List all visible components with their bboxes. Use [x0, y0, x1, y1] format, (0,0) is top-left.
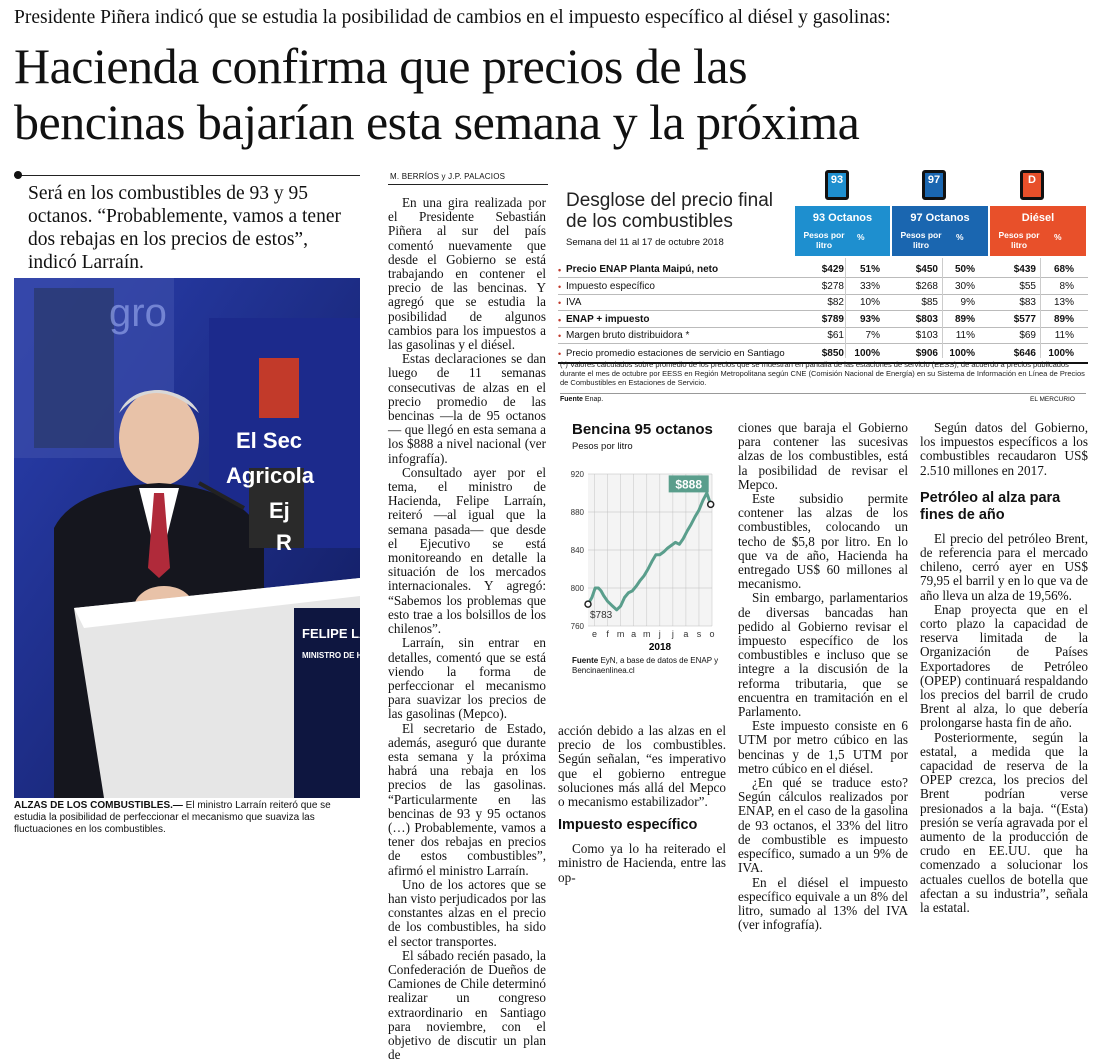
photo-caption	[14, 800, 362, 837]
row-label: IVA	[566, 297, 582, 309]
headline	[14, 38, 1094, 150]
bajada-dot	[14, 171, 22, 179]
table-row	[558, 295, 1088, 311]
bajada: Será en los combustibles de 93 y 95 octanos. “Probablemente, vamos a tener dos rebajas en los precios de estos”, indicó Larraín.	[28, 183, 341, 273]
article-column-5	[920, 421, 1088, 915]
table-cell: $268	[915, 280, 938, 292]
table-cell: $83	[1019, 297, 1036, 309]
table-cell: $789	[821, 313, 844, 325]
table-cell: 11%	[955, 330, 975, 342]
infographic-source	[560, 396, 603, 403]
caption-lead: ALZAS DE LOS COMBUSTIBLES.—	[14, 800, 183, 811]
table-cell: $450	[915, 264, 938, 275]
table-cell: 89%	[1053, 313, 1074, 325]
headline-line-2: bencinas bajarían esta semana y la próxima	[14, 94, 860, 150]
table-row	[558, 312, 1088, 328]
col4-paragraph: Este impuesto consiste en 6 UTM por metro cúbico en las bencinas y de 1,5 UTM por metro cúbico en el diésel.	[738, 718, 908, 776]
table-cell: 93%	[859, 313, 880, 325]
col2-paragraph: El secretario de Estado, además, aseguró que durante esta semana y la próxima habrá una rebaja en los precios de las gasolinas. “Particularmente en las bencinas de 93 y 95 octanos (…) Probablemente, vamos a tener dos rebajas en precios de estos combustibles”, afirmó el ministro Larraín.	[388, 720, 546, 878]
fuel-name-93: 93 Octanos	[812, 212, 873, 224]
podium-role: MINISTRO DE HA	[302, 651, 369, 660]
chart-title: Bencina 95 octanos	[572, 421, 713, 438]
x-tick-label: f	[606, 629, 609, 639]
table-cell: 8%	[1059, 280, 1074, 292]
photo-logo-text: gro	[109, 291, 167, 335]
table-cell: 13%	[1053, 297, 1074, 309]
table-cell: $103	[915, 330, 938, 342]
col-price-93: Pesos por litro	[803, 230, 845, 250]
fuel-header-97	[892, 174, 988, 256]
screen-text-1: El Sec	[236, 428, 303, 453]
y-tick-label: 840	[570, 546, 584, 555]
col2-paragraph: Larraín, sin entrar en detalles, comentó que se está viendo la forma de perfeccionar el mecanismo para suavizar los precios de las gasolinas (Mepco).	[388, 635, 546, 722]
row-bullet: •	[558, 265, 562, 275]
y-tick-label: 920	[570, 470, 584, 479]
byline-rule	[388, 184, 548, 185]
col-pct-diesel: %	[1054, 232, 1062, 242]
x-tick-label: m	[642, 629, 651, 639]
table-cell: 30%	[954, 280, 975, 292]
photo-illustration	[14, 278, 388, 798]
infographic-note: (*) Valores calculados sobre promedio de los precios que se muestran en pantalla de las estaciones de servicio (EESS), de acuerdo a precios publicados durante el mes de octubre por EESS en Región Metropolitana según CNE (Comisión Nacional de Energía) en su Sistema de Información en Línea de Precios de Combustibles en Estaciones de Servicio.	[560, 360, 1085, 387]
table-cell: $850	[821, 348, 844, 359]
photo-credit: MANUEL HERRERA	[10, 736, 16, 792]
row-label: ENAP + impuesto	[566, 313, 650, 325]
row-label: Precio ENAP Planta Maipú, neto	[566, 264, 719, 275]
row-bullet: •	[558, 314, 562, 325]
kicker: Presidente Piñera indicó que se estudia la posibilidad de cambios en el impuesto específico al diésel y gasolinas:	[14, 7, 891, 28]
fuente-text: Enap.	[584, 396, 604, 403]
infographic-subtitle: Semana del 11 al 17 de octubre 2018	[566, 237, 724, 248]
row-label: Margen bruto distribuidora *	[566, 330, 690, 342]
chart-source-label: Fuente	[572, 656, 599, 665]
x-tick-label: e	[592, 629, 598, 639]
table-cell: 100%	[1048, 348, 1074, 359]
table-cell: 100%	[949, 348, 975, 359]
col-pct-93: %	[857, 232, 865, 242]
fuel-name-97: 97 Octanos	[910, 212, 970, 224]
fuel-header-diesel	[990, 174, 1086, 256]
chart-ylabel: Pesos por litro	[572, 441, 633, 452]
start-point-marker	[585, 601, 591, 607]
table-cell: $646	[1013, 348, 1036, 359]
y-tick-label: 880	[570, 508, 584, 517]
article-column-4	[738, 421, 908, 932]
caption-text: El ministro Larraín reiteró que se estudia la posibilidad de perfeccionar el mecanismo que suaviza las fluctuaciones en los combustibles.	[14, 800, 331, 836]
table-cell: $85	[921, 297, 938, 309]
col3-paragraph: acción debido a las alzas en el precio de los combustibles. Según señalan, “es imperativo que el gobierno entregue soluciones más allá del Mepco o mecanismo estabilizador”.	[558, 723, 726, 810]
table-separator	[942, 258, 943, 358]
bajada-rule	[14, 175, 360, 176]
chart-source-text: EyN, a base de datos de ENAP y Bencinaenlinea.cl	[572, 656, 719, 675]
col4-paragraph: ciones que baraja el Gobierno para contener las sucesivas alzas de los combustibles, está la posibilidad de revisar el Mepco.	[738, 420, 908, 492]
col2-paragraph: Consultado ayer por el tema, el ministro de Hacienda, Felipe Larraín, reiteró —al igual que la semana pasada— que desde el Ejecutivo se está monitoreando en detalle la situación de los mercados internacionales. Y agregó: “Sabemos los problemas que esto trae a los bolsillos de los chilenos”.	[388, 464, 546, 637]
podium-name: FELIPE LARR	[302, 626, 388, 641]
table-row	[558, 262, 1088, 278]
x-axis-label: 2018	[648, 642, 672, 653]
x-tick-label: a	[683, 629, 689, 639]
table-cell: 9%	[960, 297, 975, 309]
note-rule	[560, 393, 1086, 394]
x-tick-label: m	[616, 629, 625, 639]
table-cell: 89%	[954, 313, 975, 325]
col4-paragraph: Este subsidio permite contener las alzas de los combustibles, colocando un techo de $5,8 por litro. En lo que va de año, Hacienda ha entregado US$ 60 millones al mecanismo.	[738, 491, 908, 592]
col5-paragraph: Enap proyecta que en el corto plazo la capacidad de reserva limitada de la Organización de Países Exportadores de Petróleo (OPEP) continuará respaldando los precios del barril de crudo Brent al alza, lo que debería prolongarse hasta fin de año.	[920, 601, 1088, 731]
article-column-2	[388, 196, 546, 1062]
pump-label-93: 93	[830, 174, 844, 186]
x-tick-label: j	[671, 629, 674, 639]
pump-icon-diesel	[1020, 170, 1044, 200]
pump-label-diesel: D	[1028, 174, 1036, 186]
table-separator	[845, 258, 846, 358]
col-pct-97: %	[956, 232, 964, 242]
table-cell: 100%	[854, 348, 880, 359]
table-cell: 11%	[1054, 330, 1074, 342]
col2-paragraph: El sábado recién pasado, la Confederación de Dueños de Camiones de Chile determinó realizar un congreso extraordinario en Santiago para noviembre, con el objetivo de discutir un plan de	[388, 947, 546, 1062]
annotation-end-value: $888	[675, 477, 703, 492]
table-cell: $55	[1019, 280, 1036, 292]
pump-icon-93	[825, 170, 849, 200]
table-cell: $69	[1019, 330, 1036, 342]
table-cell: 51%	[859, 264, 880, 275]
col4-paragraph: En el diésel el impuesto específico equivale a un 8% del litro, sumado al 13% del IVA (ver infografía).	[738, 874, 908, 933]
x-tick-label: o	[709, 629, 715, 639]
screen-text-4: R	[276, 530, 292, 555]
table-cell: 68%	[1053, 264, 1074, 275]
col3-paragraph: Como ya lo ha reiterado el ministro de Hacienda, entre las op-	[558, 841, 726, 885]
table-row	[558, 328, 1088, 344]
col-price-diesel: Pesos por litro	[998, 230, 1040, 250]
minister-photo	[10, 278, 388, 798]
fuente-label: Fuente	[560, 396, 583, 403]
row-bullet: •	[558, 349, 562, 359]
row-label: Impuesto específico	[566, 280, 655, 292]
col2-paragraph: Estas declaraciones se dan luego de 11 semanas consecutivas de alzas en el precio promedio de las bencinas —la de 95 octanos— que llegó en esta semana a los $888 a nivel nacional (ver infografía).	[388, 351, 546, 466]
table-cell: 10%	[859, 297, 880, 309]
col-price-97: Pesos por litro	[900, 230, 942, 250]
col2-paragraph: Uno de los actores que se han visto perjudicados por las constantes alzas en el precio de los combustibles, ha sido el sector transportes.	[388, 876, 546, 949]
byline: M. BERRÍOS y J.P. PALACIOS	[390, 172, 506, 181]
screen-text-3: Ej	[269, 498, 290, 523]
pump-icon-97	[922, 170, 946, 200]
table-cell: 7%	[865, 330, 880, 342]
row-bullet: •	[558, 331, 562, 342]
col4-paragraph: ¿En qué se traduce esto? Según cálculos realizados por ENAP, en el caso de la gasolina de 93 octanos, el 33% del litro de combustible es impuesto específico, sumado a un 9% de IVA.	[738, 775, 908, 876]
row-label: Precio promedio estaciones de servicio en Santiago	[566, 348, 785, 359]
annotation-start-value: $783	[590, 610, 613, 622]
infographic-title: Desglose del precio final de los combustibles	[566, 190, 774, 232]
table-cell: $803	[915, 313, 938, 325]
article-column-3	[558, 724, 726, 885]
table-cell: $577	[1013, 313, 1036, 325]
col5-paragraph: Según datos del Gobierno, los impuestos específicos a los combustibles recaudaron US$ 2.510 millones en 2017.	[920, 420, 1088, 478]
x-tick-label: s	[696, 629, 702, 639]
fuel-name-diesel: Diésel	[1021, 212, 1055, 224]
y-tick-label: 800	[570, 584, 584, 593]
y-tick-label: 760	[570, 622, 584, 631]
x-tick-label: j	[658, 629, 661, 639]
screen-text-2: Agricola	[226, 463, 315, 488]
table-cell: $278	[821, 280, 844, 292]
col2-paragraph: En una gira realizada por el Presidente Sebastián Piñera al sur del país comentó nuevamente que desde el Gobierno se está trabajando en contener el precio de las bencinas. Y agregó que se estudia la posibilidad de algunos cambios para los impuestos a las gasolinas y el diésel.	[388, 195, 546, 353]
chart-source	[572, 656, 722, 676]
table-cell: $906	[915, 348, 938, 359]
pump-label-97: 97	[927, 174, 941, 186]
col5-paragraph: El precio del petróleo Brent, de referencia para el mercado chileno, cerró ayer en US$ 79,95 el barril y en lo que va de año lleva un alza de 19,56%.	[920, 530, 1088, 603]
table-cell: 33%	[859, 280, 880, 292]
col5-paragraph: Posteriormente, según la estatal, a medida que la capacidad de reserva de la OPEP crezca, los precios del Brent podrían verse presionados a la baja. “(Esta) presión se vería agravada por el aumento de la producción de crudo en EE.UU. que ha comenzado a solucionar los actuales cuellos de botella que afectan a su industria”, señala la estatal.	[920, 729, 1088, 916]
subhead-impuesto: Impuesto específico	[558, 817, 698, 834]
table-row	[558, 279, 1088, 295]
row-bullet: •	[558, 298, 562, 309]
table-cell: $82	[827, 297, 844, 309]
fuel-header-93	[795, 174, 890, 256]
table-separator	[1040, 258, 1041, 358]
x-tick-label: a	[631, 629, 637, 639]
end-point-marker	[708, 501, 714, 507]
col4-paragraph: Sin embargo, parlamentarios de diversas bancadas han pedido al Gobierno revisar el impuesto específico de los combustibles e incluso que se integre a la discusión de la reforma tributaria, que se encuentra en tramitación en el Parlamento.	[738, 590, 908, 720]
row-bullet: •	[558, 281, 562, 292]
table-cell: 50%	[954, 264, 975, 275]
table-cell: $429	[821, 264, 844, 275]
table-cell: $439	[1013, 264, 1036, 275]
subhead-petroleo: Petróleo al alza para fines de año	[920, 489, 1061, 523]
table-cell: $61	[827, 330, 844, 342]
headline-line-1: Hacienda confirma que precios de las	[14, 38, 748, 94]
publisher-credit: EL MERCURIO	[1030, 396, 1075, 403]
price-line-chart	[560, 456, 728, 656]
